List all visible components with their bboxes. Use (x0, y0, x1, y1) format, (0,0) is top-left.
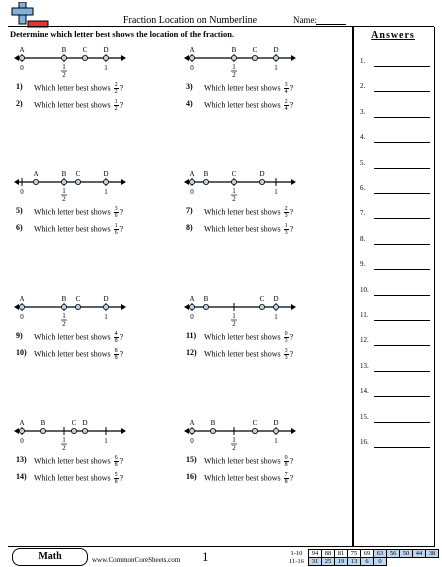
point-b (40, 428, 45, 433)
tick-label-half-denominator: 2 (232, 444, 236, 452)
point-label-a: A (33, 170, 39, 178)
point-label-b: B (210, 419, 216, 427)
point-label-c: C (75, 170, 81, 178)
point-a (19, 55, 24, 60)
tick-label-half-numerator: 1 (62, 436, 66, 444)
footer-divider (8, 546, 434, 547)
question-number: 1) (16, 82, 23, 91)
point-b (61, 304, 66, 309)
point-a (33, 179, 38, 184)
point-d (82, 428, 87, 433)
left-arrow-icon (184, 55, 189, 61)
point-label-a: A (189, 295, 195, 303)
answer-blank[interactable] (374, 117, 430, 118)
tick-label-half-numerator: 1 (62, 63, 66, 71)
point-label-c: C (252, 46, 258, 54)
question-number: 11) (186, 331, 197, 340)
tick-label-zero: 0 (190, 437, 194, 445)
fraction (284, 331, 289, 344)
fraction (284, 348, 289, 361)
question-number: 10) (16, 348, 27, 357)
tick-label-half-numerator: 1 (62, 187, 66, 195)
answer-row (360, 159, 430, 171)
score-cell: 0 (373, 558, 386, 566)
tick-label-one: 1 (104, 188, 108, 196)
tick-label-one: 1 (104, 313, 108, 321)
point-c (252, 428, 257, 433)
question-number: 12) (186, 348, 197, 357)
answer-blank[interactable] (374, 193, 430, 194)
fraction-denominator: 4 (284, 106, 288, 112)
tick-label-half-denominator: 2 (232, 195, 236, 203)
answer-number: 4. (360, 133, 366, 142)
tick-label-half-denominator: 2 (62, 195, 66, 203)
fraction (114, 206, 119, 219)
question-number: 7) (186, 206, 193, 215)
subject-badge: Math (12, 548, 88, 566)
left-arrow-icon (184, 428, 189, 434)
answer-blank[interactable] (374, 447, 430, 448)
answer-blank[interactable] (374, 168, 430, 169)
tick-label-one: 1 (274, 313, 278, 321)
question-text: Which letter best shows (34, 332, 111, 342)
fraction-numerator: 8 (114, 348, 118, 354)
problem-7: 0 1 2 1 A B C D 13) Which letter best shows $\frac{6}{8}$ ? 14) Which letter best shows $\frac{5}{8}$ ? (14, 415, 184, 490)
number-line (184, 291, 314, 331)
point-b (61, 55, 66, 60)
page-title: Fraction Location on Numberline (122, 15, 258, 26)
right-arrow-icon (121, 428, 126, 434)
question-number: 9) (16, 331, 23, 340)
score-table (287, 549, 439, 566)
point-label-a: A (19, 295, 25, 303)
tick-label-one: 1 (104, 437, 108, 445)
fraction (114, 472, 119, 485)
fraction (114, 331, 119, 344)
tick-label-one: 1 (104, 64, 108, 72)
question-text: Which letter best shows (34, 224, 111, 234)
left-arrow-icon (14, 55, 19, 61)
answer-blank[interactable] (374, 345, 430, 346)
instructions: Determine which letter best shows the location of the fraction. (10, 29, 235, 39)
fraction (114, 348, 119, 361)
fraction (114, 99, 119, 112)
point-a (189, 304, 194, 309)
point-label-a: A (189, 46, 195, 54)
number-line (14, 42, 144, 82)
answer-blank[interactable] (374, 91, 430, 92)
point-d (103, 304, 108, 309)
tick-label-half-denominator: 2 (232, 320, 236, 328)
answer-row (360, 336, 430, 348)
answer-blank[interactable] (374, 396, 430, 397)
answer-number: 10. (360, 285, 369, 294)
tick-label-half-denominator: 2 (232, 71, 236, 79)
question-text: Which letter best shows (34, 349, 111, 359)
tick-label-half-denominator: 2 (62, 320, 66, 328)
answer-row (360, 108, 430, 120)
fraction-denominator: 8 (284, 479, 288, 485)
question-number: 4) (186, 99, 193, 108)
answer-number: 1. (360, 57, 366, 65)
point-label-b: B (203, 170, 209, 178)
point-d (259, 179, 264, 184)
answer-number: 2. (360, 82, 366, 91)
question-number: 15) (186, 455, 197, 464)
tick-label-half-numerator: 1 (232, 187, 236, 195)
question-text: Which letter best shows (34, 473, 111, 483)
score-cell: 94 (308, 550, 321, 558)
question-number: 5) (16, 206, 23, 215)
answer-row (360, 260, 430, 272)
tick-label-zero: 0 (190, 64, 194, 72)
fraction (284, 99, 289, 112)
score-cell: 69 (360, 550, 373, 558)
answer-number: 5. (360, 158, 366, 167)
point-b (210, 428, 215, 433)
point-c (71, 428, 76, 433)
left-arrow-icon (184, 179, 189, 185)
point-label-b: B (61, 170, 67, 178)
fraction-numerator: 0 (284, 331, 288, 337)
question-number: 2) (16, 99, 23, 108)
fraction-numerator: 6 (114, 455, 118, 461)
answer-blank[interactable] (374, 142, 430, 143)
point-a (189, 55, 194, 60)
question-text: Which letter best shows (204, 224, 281, 234)
fraction-numerator: 5 (114, 472, 118, 478)
tick-label-one: 1 (274, 64, 278, 72)
tick-label-half-denominator: 2 (62, 71, 66, 79)
tick-label-zero: 0 (20, 437, 24, 445)
name-label: Name: (293, 15, 317, 25)
answer-number: 15. (360, 412, 369, 421)
score-cell: 63 (373, 550, 386, 558)
answer-number: 3. (360, 107, 366, 116)
answer-row (360, 311, 430, 323)
point-label-d: D (273, 46, 279, 54)
fraction (114, 455, 119, 468)
answer-row (360, 209, 430, 221)
question-text: Which letter best shows (204, 473, 281, 483)
fraction-denominator: 3 (284, 338, 288, 344)
score-cell: 81 (334, 550, 347, 558)
fraction-denominator: 3 (284, 355, 288, 361)
point-label-c: C (71, 419, 77, 427)
tick-label-half-numerator: 1 (62, 312, 66, 320)
point-c (231, 179, 236, 184)
left-arrow-icon (14, 428, 19, 434)
point-label-d: D (82, 419, 88, 427)
number-line (184, 42, 314, 82)
answer-row (360, 235, 430, 247)
tick-label-half-numerator: 1 (232, 63, 236, 71)
question-text: Which letter best shows (204, 456, 281, 466)
fraction-denominator: 3 (284, 230, 288, 236)
left-arrow-icon (184, 304, 189, 310)
point-label-d: D (259, 170, 265, 178)
score-cell: 31 (308, 558, 321, 566)
left-arrow-icon (14, 179, 19, 185)
answer-number: 9. (360, 260, 366, 269)
point-d (273, 55, 278, 60)
fraction-numerator: 3 (284, 82, 288, 88)
fraction (284, 223, 289, 236)
point-label-c: C (252, 419, 258, 427)
point-a (19, 304, 24, 309)
score-cell: 19 (334, 558, 347, 566)
answer-blank[interactable] (374, 244, 430, 245)
fraction-numerator: 4 (114, 331, 118, 337)
score-row-label: 1-10 (290, 550, 303, 557)
point-c (252, 55, 257, 60)
point-a (189, 428, 194, 433)
number-line (184, 166, 314, 206)
fraction-numerator: 1 (284, 223, 288, 229)
tick-label-zero: 0 (190, 188, 194, 196)
answer-blank[interactable] (374, 295, 430, 296)
problem-1: 0 1 2 1 A B C D 1) Which letter best shows $\frac{2}{2}$ ? 2) Which letter best shows $\frac{1}{2}$ ? (14, 42, 184, 117)
question-text: Which letter best shows (204, 207, 281, 217)
fraction-numerator: 0 (284, 455, 288, 461)
question-text: Which letter best shows (34, 207, 111, 217)
tick-label-one: 1 (274, 188, 278, 196)
tick-label-zero: 0 (20, 64, 24, 72)
answer-blank[interactable] (374, 422, 430, 423)
tick-label-zero: 0 (20, 313, 24, 321)
right-arrow-icon (121, 304, 126, 310)
answer-blank[interactable] (374, 269, 430, 270)
point-label-d: D (273, 295, 279, 303)
tick-label-one: 1 (274, 437, 278, 445)
fraction-denominator: 8 (114, 338, 118, 344)
problem-3: 0 1 2 1 A B C D 5) Which letter best shows $\frac{3}{6}$ ? 6) Which letter best shows $\frac{1}{6}$ ? (14, 166, 184, 241)
point-label-d: D (103, 46, 109, 54)
point-label-b: B (231, 46, 237, 54)
point-c (82, 55, 87, 60)
score-row-label: 11-16 (289, 558, 304, 565)
right-arrow-icon (291, 179, 296, 185)
score-cell: 56 (386, 550, 399, 558)
fraction-denominator: 3 (284, 213, 288, 219)
point-c (259, 304, 264, 309)
left-arrow-icon (14, 304, 19, 310)
number-line (14, 166, 144, 206)
point-label-d: D (273, 419, 279, 427)
fraction-denominator: 2 (114, 106, 118, 112)
fraction (284, 206, 289, 219)
score-cell: 44 (412, 550, 425, 558)
fraction-denominator: 4 (284, 89, 288, 95)
fraction-denominator: 6 (114, 213, 118, 219)
answer-number: 16. (360, 438, 369, 446)
fraction-denominator: 8 (114, 462, 118, 468)
right-arrow-icon (121, 55, 126, 61)
number-line (184, 415, 314, 455)
answer-row (360, 387, 430, 399)
answer-number: 14. (360, 387, 369, 396)
point-label-a: A (189, 170, 195, 178)
score-cell: 38 (425, 550, 438, 558)
fraction-denominator: 6 (114, 230, 118, 236)
score-cell: 13 (347, 558, 360, 566)
logo (10, 2, 50, 32)
fraction-denominator: 2 (114, 89, 118, 95)
fraction (114, 223, 119, 236)
point-b (61, 179, 66, 184)
fraction-numerator: 2 (284, 99, 288, 105)
fraction (284, 472, 289, 485)
fraction (284, 82, 289, 95)
score-cell: 25 (321, 558, 334, 566)
point-label-b: B (61, 295, 67, 303)
fraction-denominator: 8 (114, 355, 118, 361)
answer-row (360, 413, 430, 425)
point-label-c: C (231, 170, 237, 178)
tick-label-half-numerator: 1 (232, 436, 236, 444)
site-url: www.CommonCoreSheets.com (92, 556, 181, 564)
point-label-a: A (189, 419, 195, 427)
answer-number: 13. (360, 361, 369, 370)
question-number: 13) (16, 455, 27, 464)
point-d (103, 179, 108, 184)
answers-title: Answers (371, 30, 415, 41)
problem-2: 0 1 2 1 A B C D 3) Which letter best shows $\frac{3}{4}$ ? 4) Which letter best shows $\frac{2}{4}$ ? (184, 42, 354, 117)
answer-row (360, 133, 430, 145)
point-b (203, 304, 208, 309)
answer-blank[interactable] (374, 371, 430, 372)
point-d (273, 304, 278, 309)
question-text: Which letter best shows (204, 349, 281, 359)
tick-label-zero: 0 (20, 188, 24, 196)
answer-blank[interactable] (374, 218, 430, 219)
point-b (231, 55, 236, 60)
problem-5: 0 1 2 1 A B C D 9) Which letter best shows $\frac{4}{8}$ ? 10) Which letter best shows $\frac{8}{8}$ ? (14, 291, 184, 366)
fraction-numerator: 1 (114, 223, 118, 229)
fraction-numerator: 2 (284, 206, 288, 212)
question-number: 14) (16, 472, 27, 481)
point-label-d: D (103, 295, 109, 303)
tick-label-zero: 0 (190, 313, 194, 321)
answer-blank[interactable] (374, 66, 430, 67)
fraction (284, 455, 289, 468)
answer-number: 6. (360, 184, 366, 192)
point-label-c: C (259, 295, 265, 303)
tick-label-half-numerator: 1 (232, 312, 236, 320)
problem-8: 0 1 2 1 A B C D 15) Which letter best shows $\frac{0}{8}$ ? 16) Which letter best shows $\frac{7}{8}$ ? (184, 415, 354, 490)
score-cell: 50 (399, 550, 412, 558)
answer-row (360, 438, 430, 450)
fraction (114, 82, 119, 95)
point-c (75, 179, 80, 184)
right-arrow-icon (291, 304, 296, 310)
point-label-b: B (40, 419, 46, 427)
point-label-a: A (19, 419, 25, 427)
question-text: Which letter best shows (204, 83, 281, 93)
score-cell: 88 (321, 550, 334, 558)
point-b (203, 179, 208, 184)
answer-number: 11. (360, 311, 369, 319)
fraction-numerator: 3 (284, 348, 288, 354)
point-label-b: B (61, 46, 67, 54)
question-text: Which letter best shows (204, 332, 281, 342)
question-number: 3) (186, 82, 193, 91)
question-text: Which letter best shows (34, 83, 111, 93)
tick-label-half-denominator: 2 (62, 444, 66, 452)
name-field-line[interactable] (316, 24, 346, 25)
fraction-denominator: 8 (114, 479, 118, 485)
point-a (19, 428, 24, 433)
number-line (14, 415, 144, 455)
right-arrow-icon (291, 55, 296, 61)
fraction-denominator: 8 (284, 462, 288, 468)
fraction-numerator: 3 (114, 206, 118, 212)
question-text: Which letter best shows (34, 100, 111, 110)
point-label-c: C (75, 295, 81, 303)
problem-6: 0 1 2 1 A B C D 11) Which letter best shows $\frac{0}{3}$ ? 12) Which letter best shows $\frac{3}{3}$ ? (184, 291, 354, 366)
answer-row (360, 362, 430, 374)
answer-row (360, 184, 430, 196)
answer-row (360, 57, 430, 69)
question-text: Which letter best shows (34, 456, 111, 466)
page-number: 1 (202, 549, 209, 564)
answer-number: 7. (360, 209, 366, 218)
question-text: Which letter best shows (204, 100, 281, 110)
right-arrow-icon (121, 179, 126, 185)
question-number: 8) (186, 223, 193, 232)
point-label-b: B (203, 295, 209, 303)
problem-4: 0 1 2 1 A B C D 7) Which letter best shows $\frac{2}{3}$ ? 8) Which letter best shows $\frac{1}{3}$ ? (184, 166, 354, 241)
right-arrow-icon (291, 428, 296, 434)
score-cell: 6 (360, 558, 373, 566)
point-a (189, 179, 194, 184)
point-label-a: A (19, 46, 25, 54)
point-label-c: C (82, 46, 88, 54)
point-label-d: D (103, 170, 109, 178)
answer-row (360, 286, 430, 298)
score-cell: 75 (347, 550, 360, 558)
point-c (75, 304, 80, 309)
point-d (273, 428, 278, 433)
answer-number: 12. (360, 336, 369, 345)
question-number: 6) (16, 223, 23, 232)
number-line (14, 291, 144, 331)
question-number: 16) (186, 472, 197, 481)
fraction-numerator: 2 (114, 82, 118, 88)
point-d (103, 55, 108, 60)
fraction-numerator: 1 (114, 99, 118, 105)
fraction-numerator: 7 (284, 472, 288, 478)
answer-row (360, 82, 430, 94)
answer-blank[interactable] (374, 320, 430, 321)
answer-number: 8. (360, 234, 366, 243)
